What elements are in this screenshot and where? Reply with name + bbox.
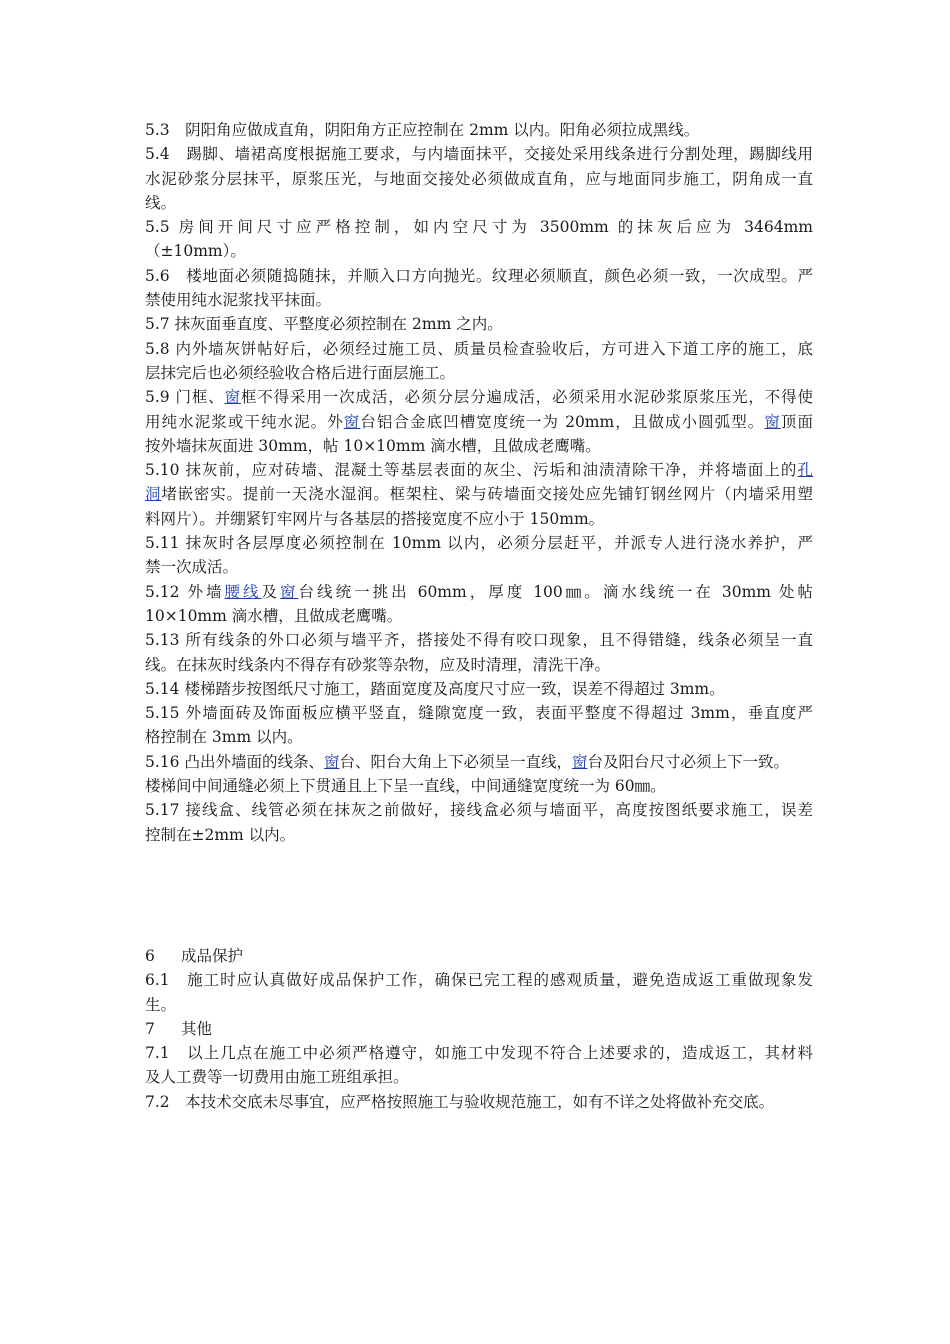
- para-5-13-line2: 线。在抹灰时线条内不得存有砂浆等杂物，应及时清理，清洗干净。: [145, 655, 611, 674]
- para-5-5-line2: （±10mm）。: [145, 242, 246, 261]
- para-5-8-line1: 5.8 内外墙灰饼帖好后，必须经过施工员、质量员检查验收后，方可进入下道工序的施工，底: [145, 339, 813, 358]
- para-5-5-line1: 5.5 房间开间尺寸应严格控制，如内空尺寸为 3500mm 的抹灰后应为 3464mm: [145, 218, 813, 237]
- para-5-4-line1: 5.4 踢脚、墙裙高度根据施工要求，与内墙面抹平，交接处采用线条进行分割处理，踢脚线用: [145, 145, 813, 164]
- text-span: 用纯水泥浆或干纯水泥。外: [145, 412, 344, 431]
- para-6-1-line1: 6.1 施工时应认真做好成品保护工作，确保已完工程的感观质量，避免造成返工重做现象发: [145, 971, 813, 990]
- section-7-heading: [145, 1017, 813, 1041]
- text-span: 顶面: [780, 412, 813, 431]
- para-5-15-line1: 5.15 外墙面砖及饰面板应横平竖直，缝隙宽度一致，表面平整度不得超过 3mm，垂直度严: [145, 704, 813, 723]
- para-5-8-line2: 层抹完后也必须经验收合格后进行面层施工。: [145, 363, 456, 382]
- text-span: 5.10 抹灰前，应对砖墙、混凝土等基层表面的灰尘、污垢和油渍清除干净，并将墙面上的: [145, 461, 798, 480]
- text-span: 5.9 门框、: [145, 388, 225, 407]
- link-waistline[interactable]: 腰线: [224, 582, 262, 601]
- text-span: 5.16 凸出外墙面的线条、: [145, 752, 324, 771]
- para-5-17-line1: 5.17 接线盒、线管必须在抹灰之前做好，接线盒必须与墙面平，高度按图纸要求施工，误差: [145, 801, 813, 820]
- text-span: 台及阳台尺寸必须上下一致。: [587, 752, 790, 771]
- para-5-6-line1: 5.6 楼地面必须随捣随抹，并顺入口方向抛光。纹理必须顺直，颜色必须一致，一次成型。严: [145, 266, 813, 285]
- para-5-10-line1: [145, 458, 813, 482]
- para-6-1-line2: 生。: [145, 995, 177, 1014]
- para-5-14: 5.14 楼梯踏步按图纸尺寸施工，踏面宽度及高度尺寸应一致，误差不得超过 3mm。: [145, 679, 725, 698]
- para-5-11-line1: 5.11 抹灰时各层厚度必须控制在 10mm 以内，必须分层赶平，并派专人进行浇水养护，严: [145, 534, 813, 553]
- text-span: 台铝合金底凹槽宽度统一为 20mm，且做成小圆弧型。: [360, 412, 765, 431]
- para-5-9-line3: 按外墙抹灰面进 30mm，帖 10×10mm 滴水槽，且做成老鹰嘴。: [145, 436, 601, 455]
- section-title: 成品保护: [181, 946, 244, 965]
- para-5-17-line2: 控制在±2mm 以内。: [145, 825, 296, 844]
- para-5-13-line1: 5.13 所有线条的外口必须与墙平齐，搭接处不得有咬口现象，且不得错缝，线条必须呈一直: [145, 631, 813, 650]
- para-5-10-line3: 料网片）。并绷紧钉牢网片与各基层的搭接宽度不应小于 150mm。: [145, 509, 605, 528]
- link-window[interactable]: 窗: [764, 412, 781, 431]
- link-window[interactable]: 窗: [571, 752, 588, 771]
- para-5-10-line2: [145, 482, 813, 506]
- para-5-7: 5.7 抹灰面垂直度、平整度必须控制在 2mm 之内。: [145, 315, 503, 334]
- para-5-9-line2: [145, 410, 813, 434]
- text-span: 5.12 外墙: [145, 582, 225, 601]
- para-7-2: 7.2 本技术交底未尽事宜，应严格按照施工与验收规范施工，如有不详之处将做补充交底。: [145, 1092, 775, 1111]
- para-5-3: 5.3 阴阳角应做成直角，阴阳角方正应控制在 2mm 以内。阳角必须拉成黑线。: [145, 121, 700, 139]
- section-6-heading: [145, 944, 813, 968]
- para-5-11-line2: 禁一次成活。: [145, 558, 239, 577]
- para-7-1-line2: 及人工费等一切费用由施工班组承担。: [145, 1068, 409, 1087]
- section-number: 6: [145, 946, 155, 965]
- para-5-12-line1: [145, 580, 813, 604]
- section-title: 其他: [181, 1019, 213, 1038]
- para-5-15-line2: 格控制在 3mm 以内。: [145, 728, 303, 747]
- para-5-6-line2: 禁使用纯水泥浆找平抹面。: [145, 291, 332, 310]
- para-7-1-line1: 7.1 以上几点在施工中必须严格遵守，如施工中发现不符合上述要求的，造成返工，其材料: [145, 1044, 813, 1063]
- link-hole[interactable]: 洞: [145, 485, 162, 504]
- para-5-12-line2: 10×10mm 滴水槽，且做成老鹰嘴。: [145, 606, 403, 625]
- para-5-4-line3: 线。: [145, 193, 177, 212]
- link-hole[interactable]: 孔: [797, 461, 813, 480]
- text-span: 框不得采用一次成活，必须分层分遍成活，必须采用水泥砂浆原浆压光，不得使: [240, 388, 813, 407]
- text-span: 台线统一挑出 60mm，厚度 100㎜。滴水线统一在 30mm 处帖: [298, 582, 813, 601]
- text-span: 堵嵌密实。提前一天浇水湿润。框架柱、梁与砖墙面交接处应先铺钉钢丝网片（内墙采用塑: [161, 485, 813, 504]
- para-5-9-line1: [145, 385, 813, 409]
- section-gap: [145, 847, 813, 944]
- link-window[interactable]: 窗: [224, 388, 241, 407]
- para-5-16-line2: 楼梯间中间通缝必须上下贯通且上下呈一直线，中间通缝宽度统一为 60㎜。: [145, 777, 666, 796]
- text-span: 台、阳台大角上下必须呈一直线，: [339, 752, 572, 771]
- document-body: [145, 118, 813, 1114]
- text-span: 及: [261, 582, 281, 601]
- section-number: 7: [145, 1019, 155, 1038]
- link-window[interactable]: 窗: [343, 412, 361, 431]
- para-5-4-line2: 水泥砂浆分层抹平，原浆压光，与地面交接处必须做成直角，应与地面同步施工，阴角成一直: [145, 169, 813, 188]
- link-window[interactable]: 窗: [323, 752, 340, 771]
- link-window[interactable]: 窗: [280, 582, 299, 601]
- para-5-16-line1: [145, 750, 813, 774]
